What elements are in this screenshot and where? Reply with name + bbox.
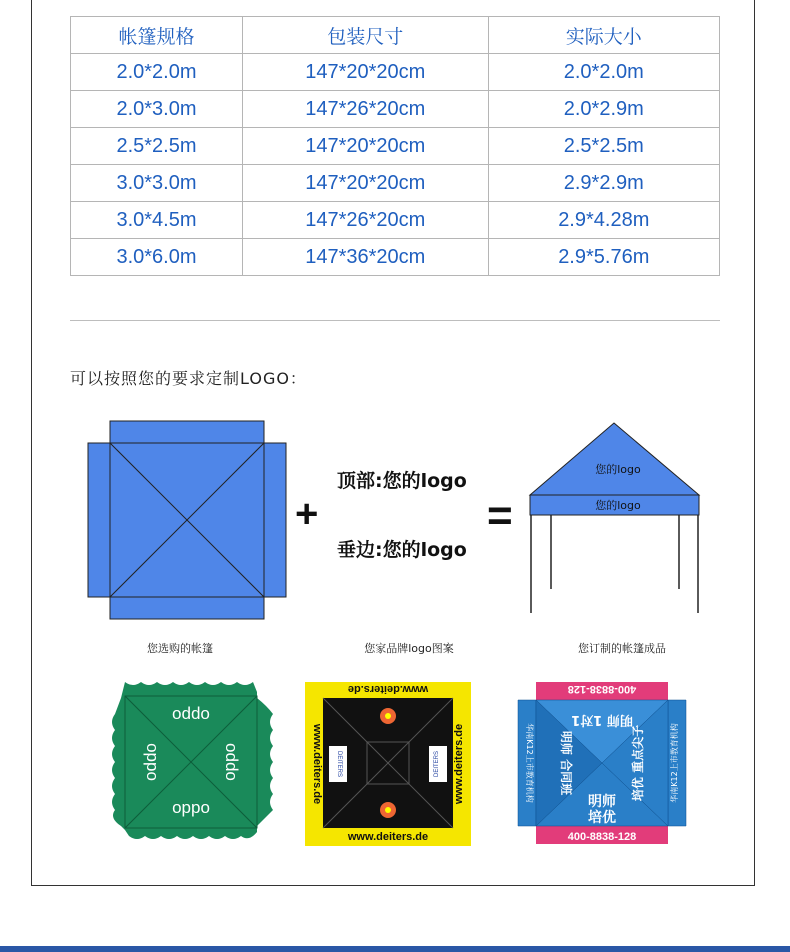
triangle-text-left: 明师 合同班 — [559, 730, 573, 796]
brand-text-left: oppo — [143, 743, 162, 781]
url-text-left: www.deiters.de — [311, 723, 323, 805]
cell-actual: 2.9*2.9m — [488, 165, 719, 202]
cell-actual: 2.5*2.5m — [488, 128, 719, 165]
triangle-text-top: 明师 1对1 — [571, 712, 633, 727]
url-text-top: www.deiters.de — [347, 683, 429, 695]
cell-actual: 2.0*2.0m — [488, 54, 719, 91]
triangle-text-right: 培优 重点尖子 — [631, 724, 645, 802]
caption-your-tent: 您选购的帐篷 — [147, 642, 213, 655]
black-tent-sample — [305, 682, 471, 846]
tent-side-logo-text: 您的logo — [595, 499, 641, 512]
cell-package: 147*36*20cm — [242, 239, 488, 276]
brand-logo-right: DEITERS — [434, 750, 440, 778]
bottom-accent-bar — [0, 946, 790, 952]
caption-custom-tent: 您订制的帐篷成品 — [578, 642, 666, 655]
brand-text-right: oppo — [220, 743, 239, 781]
url-text-right: www.deiters.de — [453, 723, 465, 805]
clown-nose-icon — [385, 807, 391, 813]
caption-brand-logo: 您家品牌logo图案 — [364, 642, 454, 655]
table-header-row — [71, 17, 720, 54]
table-row — [71, 91, 720, 128]
custom-logo-heading: 可以按照您的要求定制LOGO： — [70, 369, 307, 388]
side-logo-label: 垂边:您的logo — [337, 539, 467, 561]
clown-nose-icon — [385, 713, 391, 719]
top-logo-label: 顶部:您的logo — [337, 470, 467, 492]
phone-text-bottom: 400-8838-128 — [567, 831, 637, 843]
url-text-bottom: www.deiters.de — [347, 831, 429, 843]
header-package: 包装尺寸 — [242, 17, 488, 54]
equals-sign: = — [487, 491, 513, 540]
header-spec: 帐篷规格 — [71, 17, 243, 54]
table-row — [71, 54, 720, 91]
brand-logo-left: DEITERS — [336, 750, 342, 778]
plus-sign: + — [295, 492, 319, 536]
triangle-text-bottom-1: 明师 — [588, 794, 616, 810]
cell-spec: 2.0*2.0m — [71, 54, 243, 91]
side-text-left: 华南K12上市教育机构 — [525, 723, 534, 803]
size-table — [70, 16, 720, 276]
section-divider — [70, 320, 720, 321]
table-row — [71, 202, 720, 239]
cell-spec: 3.0*3.0m — [71, 165, 243, 202]
tent-top-logo-text: 您的logo — [595, 463, 641, 476]
cell-spec: 2.0*3.0m — [71, 91, 243, 128]
triangle-text-bottom-2: 培优 — [588, 810, 616, 826]
blue-tent-sample — [518, 680, 686, 846]
table-row — [71, 165, 720, 202]
brand-text-bottom: oppo — [172, 798, 210, 817]
cell-actual: 2.0*2.9m — [488, 91, 719, 128]
table-row — [71, 239, 720, 276]
green-tent-sample — [109, 682, 273, 842]
cell-actual: 2.9*4.28m — [488, 202, 719, 239]
table-row — [71, 128, 720, 165]
phone-text-top: 400-8838-128 — [567, 683, 637, 695]
cell-package: 147*20*20cm — [242, 54, 488, 91]
unfolded-tent-diagram — [88, 421, 286, 621]
side-text-right: 华南K12上市教育机构 — [670, 723, 679, 803]
cell-package: 147*20*20cm — [242, 128, 488, 165]
cell-actual: 2.9*5.76m — [488, 239, 719, 276]
brand-text-top: oppo — [172, 706, 210, 725]
cell-package: 147*26*20cm — [242, 202, 488, 239]
header-actual: 实际大小 — [488, 17, 719, 54]
assembled-tent-diagram — [529, 421, 701, 616]
cell-spec: 3.0*6.0m — [71, 239, 243, 276]
cell-spec: 2.5*2.5m — [71, 128, 243, 165]
cell-spec: 3.0*4.5m — [71, 202, 243, 239]
cell-package: 147*20*20cm — [242, 165, 488, 202]
cell-package: 147*26*20cm — [242, 91, 488, 128]
